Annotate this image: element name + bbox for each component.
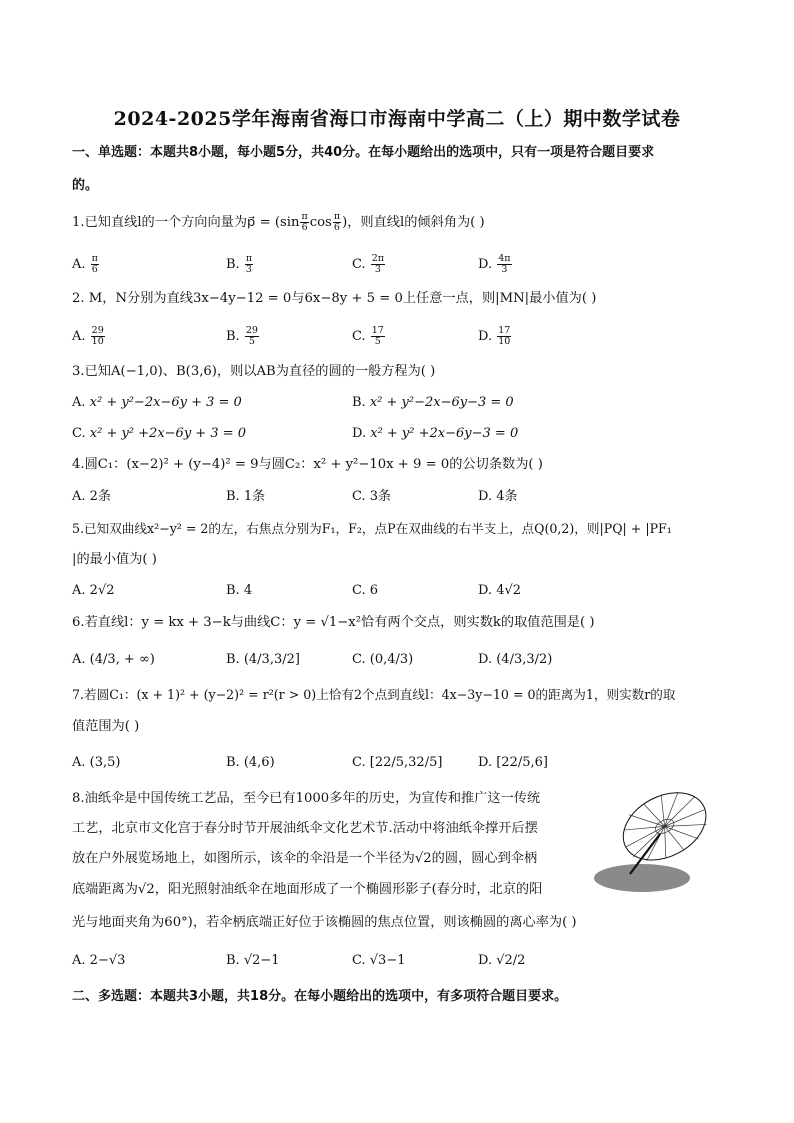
q6-stem: 6.若直线l：y = kx + 3−k与曲线C：y = √1−x²恰有两个交点，则实数k的取值范围是( ): [72, 615, 595, 630]
option-text: 3条: [369, 489, 392, 504]
q3-option-c[interactable]: [72, 425, 246, 443]
option-text: 4√2: [496, 583, 522, 598]
option-label: B.: [226, 489, 240, 504]
section1-heading-cont: 的。: [72, 178, 99, 193]
q1-stem-end: )，则直线l的倾斜角为( ): [342, 215, 485, 230]
option-label: A.: [72, 755, 86, 770]
q6-option-d[interactable]: [478, 651, 552, 669]
q8-option-c[interactable]: [352, 952, 405, 970]
frac-den: 3: [245, 264, 252, 275]
option-text: 4: [243, 583, 253, 598]
option-text: (4,6): [243, 755, 275, 770]
option-label: D.: [478, 329, 493, 344]
frac-den: 5: [248, 336, 255, 347]
q4-option-a[interactable]: [72, 488, 111, 506]
q1-stem-mid: cos: [309, 215, 332, 230]
option-label: C.: [352, 329, 366, 344]
frac-den: 10: [91, 336, 104, 347]
frac-num: π: [301, 211, 308, 222]
q3-option-a[interactable]: [72, 394, 242, 412]
option-text: 1条: [243, 489, 266, 504]
frac-den: 6: [91, 264, 98, 275]
option-text: √2/2: [496, 953, 526, 968]
option-label: D.: [478, 953, 493, 968]
q8-line-2: 工艺，北京市文化宫于春分时节开展油纸伞文化艺术节.活动中将油纸伞撑开后摆: [72, 821, 538, 836]
q5-option-d[interactable]: [478, 582, 521, 600]
option-label: B.: [226, 257, 240, 272]
option-text: (0,4/3): [369, 652, 414, 667]
frac-den: 5: [374, 336, 381, 347]
option-text: (4/3,3/2): [496, 652, 553, 667]
option-label: A.: [72, 583, 86, 598]
section2-heading: 二、多选题：本题共3小题，共18分。在每小题给出的选项中，有多项符合题目要求。: [72, 989, 568, 1004]
option-label: D.: [352, 426, 367, 441]
section1-heading: 一、单选题：本题共8小题，每小题5分，共40分。在每小题给出的选项中，只有一项是符合题目要求: [72, 145, 655, 160]
option-label: B.: [226, 329, 240, 344]
frac-den: 10: [498, 336, 511, 347]
option-label: C.: [352, 583, 366, 598]
option-text: 4条: [496, 489, 518, 504]
option-label: D.: [478, 583, 493, 598]
q3-option-b[interactable]: [352, 394, 514, 412]
option-label: B.: [226, 652, 240, 667]
q2-stem: 2. M，N分别为直线3x−4y−12 = 0与6x−8y + 5 = 0上任意一点，则|MN|最小值为( ): [72, 291, 597, 306]
frac-num: 4π: [498, 253, 511, 264]
q2-option-d[interactable]: [478, 326, 512, 347]
option-text: 6: [369, 583, 379, 598]
q6-option-a[interactable]: [72, 651, 155, 669]
frac-den: 6: [333, 222, 340, 233]
umbrella-shadow: [594, 864, 690, 892]
option-label: C.: [352, 489, 366, 504]
q7-option-c[interactable]: [352, 754, 442, 772]
q6-option-b[interactable]: [226, 651, 300, 669]
q1-stem-text: 1.已知直线l的一个方向向量为p⃗ = (sin: [72, 215, 300, 230]
frac-num: π: [333, 211, 341, 222]
option-label: C.: [72, 426, 86, 441]
option-fraction: [245, 254, 253, 275]
q5-option-c[interactable]: [352, 582, 378, 600]
option-text: x² + y² +2x−6y + 3 = 0: [89, 426, 247, 441]
q1-option-a[interactable]: [72, 254, 100, 275]
q8-line-3: 放在户外展览场地上，如图所示，该伞的伞沿是一个半径为√2的圆，圆心到伞柄: [72, 851, 538, 866]
q1-arg-fraction-2: [333, 212, 341, 233]
option-text: [22/5,32/5]: [369, 755, 443, 770]
option-label: C.: [352, 652, 366, 667]
q4-option-b[interactable]: [226, 488, 265, 506]
option-label: A.: [72, 329, 86, 344]
option-label: D.: [478, 755, 493, 770]
q5-option-b[interactable]: [226, 582, 252, 600]
option-fraction: [497, 326, 511, 347]
option-label: B.: [226, 755, 240, 770]
q7-stem-cont: 值范围为( ): [72, 719, 140, 734]
q1-arg-fraction: [300, 212, 308, 233]
q7-option-b[interactable]: [226, 754, 275, 772]
frac-den: 3: [501, 264, 508, 275]
frac-num: 2π: [371, 253, 385, 264]
option-fraction: [91, 326, 105, 347]
frac-num: π: [91, 253, 98, 264]
option-text: x² + y² +2x−6y−3 = 0: [370, 426, 519, 441]
option-label: A.: [72, 257, 86, 272]
option-fraction: [497, 254, 511, 275]
option-label: D.: [478, 652, 493, 667]
option-label: B.: [226, 953, 240, 968]
option-label: B.: [352, 395, 366, 410]
q8-option-a[interactable]: [72, 952, 125, 970]
option-label: C.: [352, 953, 366, 968]
option-label: A.: [72, 953, 86, 968]
option-text: 2−√3: [89, 953, 126, 968]
option-text: 2条: [89, 489, 111, 504]
frac-num: 17: [371, 325, 384, 336]
option-text: (3,5): [89, 755, 121, 770]
frac-den: 6: [301, 222, 308, 233]
option-text: √2−1: [243, 953, 280, 968]
q7-stem: 7.若圆C₁：(x + 1)² + (y−2)² = r²(r > 0)上恰有2个点到直线l：4x−3y−10 = 0的距离为1，则实数r的取: [72, 687, 676, 702]
option-text: x² + y²−2x−6y + 3 = 0: [89, 395, 242, 410]
q4-stem: 4.圆C₁：(x−2)² + (y−4)² = 9与圆C₂：x² + y²−10x + 9 = 0的公切条数为( ): [72, 457, 543, 472]
option-label: B.: [226, 583, 240, 598]
option-text: √3−1: [369, 953, 406, 968]
option-fraction: [91, 254, 99, 275]
q8-line-1: 8.油纸伞是中国传统工艺品，至今已有1000多年的历史，为宣传和推广这一传统: [72, 791, 541, 806]
option-label: C.: [352, 755, 366, 770]
q4-option-c[interactable]: [352, 488, 391, 506]
q6-option-c[interactable]: [352, 651, 413, 669]
q3-stem: 3.已知A(−1,0)、B(3,6)，则以AB为直径的圆的一般方程为( ): [72, 364, 436, 379]
q8-line-5: 光与地面夹角为60°)，若伞柄底端正好位于该椭圆的焦点位置，则该椭圆的离心率为( ): [72, 915, 577, 930]
frac-num: 17: [498, 325, 511, 336]
q2-option-b[interactable]: [226, 326, 260, 347]
q2-option-a[interactable]: [72, 326, 106, 347]
q7-option-a[interactable]: [72, 754, 121, 772]
q1-option-b[interactable]: [226, 254, 254, 275]
umbrella-illustration: [590, 788, 720, 898]
q5-stem-cont: |的最小值为( ): [72, 552, 157, 567]
option-text: (4/3, + ∞): [89, 652, 155, 667]
option-fraction: [371, 254, 385, 275]
q5-stem: 5.已知双曲线x²−y² = 2的左，右焦点分别为F₁，F₂，点P在双曲线的右半支上，点Q(0,2)，则|PQ| + |PF₁: [72, 521, 672, 536]
frac-num: 29: [245, 325, 258, 336]
option-label: D.: [478, 257, 493, 272]
option-label: A.: [72, 395, 86, 410]
q1-option-c[interactable]: [352, 254, 386, 275]
q5-option-a[interactable]: [72, 582, 115, 600]
page-title: 2024-2025学年海南省海口市海南中学高二（上）期中数学试卷: [113, 108, 681, 130]
option-text: (4/3,3/2]: [243, 652, 300, 667]
option-text: [22/5,6]: [496, 755, 548, 770]
q4-option-d[interactable]: [478, 488, 518, 506]
q8-line-4: 底端距离为√2，阳光照射油纸伞在地面形成了一个椭圆形影子(春分时，北京的阳: [72, 882, 543, 897]
q1-stem: [72, 212, 485, 233]
option-fraction: [371, 326, 385, 347]
umbrella-canopy: [612, 788, 718, 874]
q8-option-b[interactable]: [226, 952, 280, 970]
frac-num: π: [245, 253, 253, 264]
q7-option-d[interactable]: [478, 754, 548, 772]
q2-option-c[interactable]: [352, 326, 386, 347]
q1-option-d[interactable]: [478, 254, 513, 275]
option-fraction: [245, 326, 259, 347]
option-text: x² + y²−2x−6y−3 = 0: [369, 395, 514, 410]
option-label: D.: [478, 489, 493, 504]
option-label: A.: [72, 652, 86, 667]
frac-num: 29: [91, 325, 104, 336]
option-label: C.: [352, 257, 366, 272]
option-text: 2√2: [89, 583, 115, 598]
q3-option-d[interactable]: [352, 425, 518, 443]
frac-den: 3: [374, 264, 381, 275]
option-label: A.: [72, 489, 86, 504]
q8-option-d[interactable]: [478, 952, 525, 970]
